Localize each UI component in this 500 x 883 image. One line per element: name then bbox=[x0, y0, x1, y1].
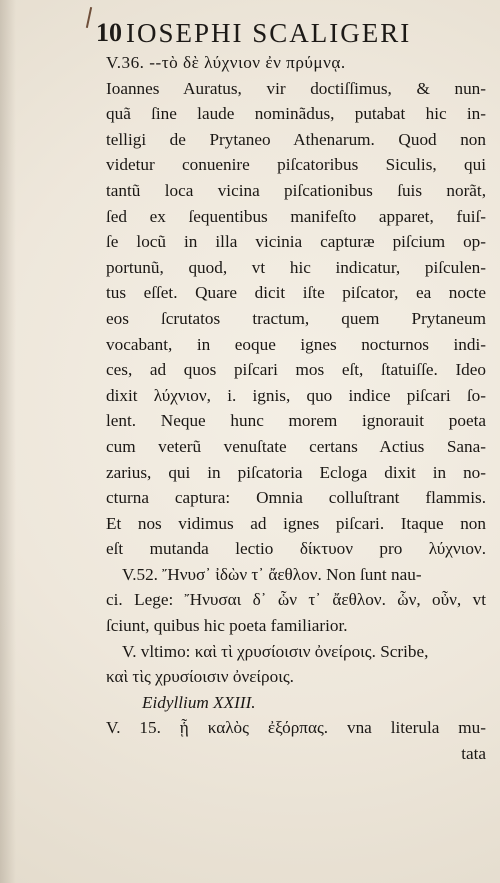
text-line: Ioannes Auratus, vir doctiſſimus, & nun- bbox=[106, 78, 486, 98]
text-line: eos ſcrutatos tractum, quem Prytaneum bbox=[106, 308, 486, 328]
text-line: ci. Lege: Ἤνυσαι δ᾽ ὧν τ᾽ ἄεθλον. ὧν, οὖν, vt bbox=[106, 590, 486, 610]
text-line: ſciunt, quibus hic poeta familiarior. bbox=[106, 616, 348, 636]
verse-reference: V. vltimo: καὶ τὶ χρυσίοισιν ὀνείροις. Scribe, bbox=[122, 641, 429, 661]
text-line: telligi de Prytaneo Athenarum. Quod non bbox=[106, 129, 486, 149]
verse-reference: V. 15. ᾗ καλὸς ἐξόρπας. vna literula mu- bbox=[106, 718, 486, 738]
text-line: dixit λύχνιον, i. ignis, quo indice piſcari ſo- bbox=[106, 385, 486, 405]
page-number: 10 bbox=[96, 18, 122, 47]
text-line: ſe locũ in illa vicinia capturæ piſcium op- bbox=[106, 232, 486, 252]
text-line: eſt mutanda lectio δίκτυον pro λύχνιον. bbox=[106, 539, 486, 559]
catchword: tata bbox=[461, 744, 486, 764]
text-line: Et nos vidimus ad ignes piſcari. Itaque non bbox=[106, 513, 486, 533]
text-line: quã ſine laude nominãdus, putabat hic in- bbox=[106, 104, 486, 124]
text-line: lent. Neque hunc morem ignorauit poeta bbox=[106, 411, 486, 431]
verse-reference: V.36. --τὸ δὲ λύχνιον ἐν πρύμνᾳ. bbox=[106, 53, 346, 72]
text-line: zarius, qui in piſcatoria Ecloga dixit in no- bbox=[106, 462, 486, 482]
main-text bbox=[106, 50, 486, 767]
page-header bbox=[96, 18, 486, 48]
greek-line: καὶ τὶς χρυσίοισιν ὀνείροις. bbox=[106, 667, 294, 687]
text-line: videtur conuenire piſcatoribus Siculis, qui bbox=[106, 155, 486, 175]
text-line: ces, ad quos piſcari mos eſt, ſtatuiſſe. Ideo bbox=[106, 360, 486, 380]
ink-mark bbox=[86, 7, 92, 28]
text-line: portunũ, quod, vt hic indicatur, piſculen- bbox=[106, 257, 486, 277]
text-line: cum veterũ venuſtate certans Actius Sana- bbox=[106, 436, 486, 456]
text-line: vocabant, in eoque ignes nocturnos indi- bbox=[106, 334, 486, 354]
text-line: ſed ex ſequentibus manifeſto apparet, fuiſ- bbox=[106, 206, 486, 226]
text-line: tus eſſet. Quare dicit iſte piſcator, ea nocte bbox=[106, 283, 486, 303]
section-heading: Eidyllium XXIII. bbox=[142, 692, 256, 712]
text-line: tantũ loca vicina piſcationibus ſuis norãt, bbox=[106, 180, 486, 200]
running-head: IOSEPHI SCALIGERI bbox=[126, 18, 412, 48]
text-line: cturna captura: Omnia colluſtrant flammis. bbox=[106, 488, 486, 508]
verse-reference: V.52. Ἤνυσ᾽ ἰδὼν τ᾽ ἄεθλον. Non ſunt nau- bbox=[122, 564, 422, 584]
